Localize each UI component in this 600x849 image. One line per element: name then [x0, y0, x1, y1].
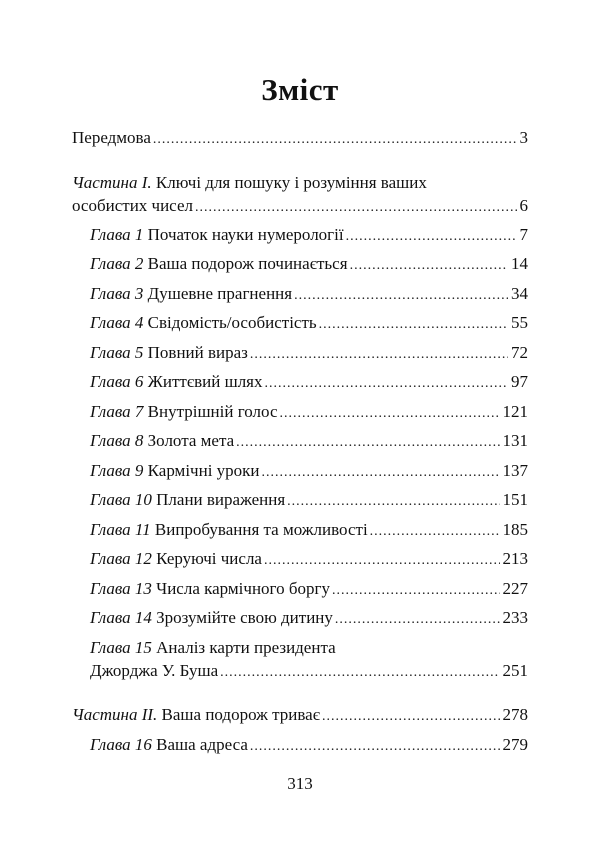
toc-leader-dots [195, 198, 517, 218]
toc-entry-label: Життєвий шлях [143, 372, 263, 391]
toc-entry-preface[interactable] [72, 128, 528, 150]
toc-entry-chapter-1[interactable] [90, 225, 528, 247]
toc-entry-chapter-11[interactable] [90, 520, 528, 542]
toc-leader-dots [262, 463, 500, 483]
toc-entry-label: Числа кармічного боргу [151, 579, 330, 598]
toc-entry-chapter-8[interactable] [90, 431, 528, 453]
toc-entry-page: 213 [502, 549, 528, 568]
toc-entry-page: 278 [502, 705, 528, 724]
toc-entry-label: Свідомість/особистість [143, 313, 317, 332]
toc-entry-page: 7 [519, 225, 528, 244]
toc-entry-chapter-16[interactable] [90, 735, 528, 757]
toc-leader-dots [370, 522, 500, 542]
toc-entry-prefix: Глава 12 [90, 549, 152, 568]
toc-entry-prefix: Глава 9 [90, 461, 144, 480]
toc-entry-part1[interactable] [72, 196, 528, 218]
toc-entry-chapter-3[interactable] [90, 284, 528, 306]
toc-entry-prefix: Глава 14 [90, 608, 152, 627]
toc-entry-page: 55 [511, 313, 528, 332]
toc-leader-dots [332, 581, 500, 601]
toc-entry-page: 121 [502, 402, 528, 421]
toc-leader-dots [265, 374, 508, 394]
toc-entry-label: Душевне прагнення [143, 284, 293, 303]
toc-entry-chapter-7[interactable] [90, 402, 528, 424]
toc-entry-chapter-12[interactable] [90, 549, 528, 571]
toc-entry-label: Випробування та можливості [150, 520, 368, 539]
page-title: Зміст [261, 72, 339, 107]
page-number: 313 [287, 774, 313, 793]
toc-entry-page: 251 [502, 661, 528, 680]
toc-entry-prefix: Частина II. [72, 705, 158, 724]
toc-entry-label: Початок науки нумерології [143, 225, 344, 244]
toc-entry-chapter-15[interactable] [90, 661, 528, 683]
toc-entry-label: Передмова [72, 128, 151, 147]
toc-leader-dots [319, 315, 508, 335]
toc-entry-page: 279 [502, 735, 528, 754]
toc-entry-prefix: Частина I. [72, 173, 152, 192]
toc-leader-dots [335, 610, 500, 630]
toc-entry-chapter-6[interactable] [90, 372, 528, 394]
toc-entry-page: 131 [502, 431, 528, 450]
toc-entry-prefix: Глава 4 [90, 313, 144, 332]
toc-leader-dots [153, 130, 517, 150]
toc-entry-page: 185 [502, 520, 528, 539]
toc-leader-dots [294, 286, 508, 306]
toc-entry-prefix: Глава 7 [90, 402, 144, 421]
toc-leader-dots [350, 256, 508, 276]
toc-entry-page: 233 [502, 608, 528, 627]
toc-leader-dots [236, 433, 499, 453]
toc-entry-label: Зрозумійте свою дитину [151, 608, 333, 627]
toc-entry-page: 151 [502, 490, 528, 509]
toc-leader-dots [250, 345, 508, 365]
toc-leader-dots [264, 551, 500, 571]
toc-entry-page: 3 [519, 128, 528, 147]
toc-entry-prefix: Глава 5 [90, 343, 144, 362]
toc-entry-label-line1: Аналіз карти президента [151, 638, 336, 657]
toc-entry-prefix: Глава 3 [90, 284, 144, 303]
toc-entry-label: Повний вираз [143, 343, 248, 362]
toc-entry-label: Ваша подорож починається [143, 254, 348, 273]
toc-entry-prefix: Глава 10 [90, 490, 152, 509]
toc-entry-chapter-5[interactable] [90, 343, 528, 365]
toc-entry-chapter-10[interactable] [90, 490, 528, 512]
toc-entry-label: Внутрішній голос [143, 402, 278, 421]
toc-entry-label-line1: Ключі для пошуку і розуміння ваших [151, 173, 427, 192]
toc-entry-part2[interactable] [72, 705, 528, 727]
toc-entry-chapter-4[interactable] [90, 313, 528, 335]
toc-leader-dots [346, 227, 517, 247]
toc-entry-page: 6 [519, 196, 528, 215]
toc-entry-page: 137 [502, 461, 528, 480]
toc-entry-prefix: Глава 2 [90, 254, 144, 273]
toc-entry-page: 14 [511, 254, 528, 273]
toc-entry-chapter-14[interactable] [90, 608, 528, 630]
toc-leader-dots [322, 707, 499, 727]
toc-entry-chapter-13[interactable] [90, 579, 528, 601]
toc-entry-part1-line1[interactable] [72, 173, 427, 193]
toc-entry-label: Керуючі числа [151, 549, 262, 568]
toc-entry-prefix: Глава 1 [90, 225, 144, 244]
toc-entry-chapter-2[interactable] [90, 254, 528, 276]
toc-leader-dots [220, 663, 499, 683]
toc-entry-page: 97 [511, 372, 528, 391]
toc-entry-prefix: Глава 16 [90, 735, 152, 754]
toc-entry-prefix: Глава 15 [90, 638, 152, 657]
toc-entry-label: Плани вираження [151, 490, 286, 509]
toc-entry-page: 227 [502, 579, 528, 598]
toc-entry-page: 34 [511, 284, 528, 303]
toc-entry-prefix: Глава 8 [90, 431, 144, 450]
toc-entry-label: особистих чисел [72, 196, 193, 215]
toc-entry-prefix: Глава 11 [90, 520, 151, 539]
toc-entry-label: Джорджа У. Буша [90, 661, 219, 680]
toc-entry-chapter-9[interactable] [90, 461, 528, 483]
toc-entry-page: 72 [511, 343, 528, 362]
toc-entry-prefix: Глава 13 [90, 579, 152, 598]
toc-entry-label: Кармічні уроки [143, 461, 260, 480]
toc-entry-chapter-15-line1[interactable] [90, 638, 336, 658]
toc-leader-dots [250, 737, 500, 757]
toc-entry-label: Ваша подорож триває [157, 705, 321, 724]
toc-entry-label: Золота мета [143, 431, 235, 450]
toc-entry-prefix: Глава 6 [90, 372, 144, 391]
toc-leader-dots [287, 492, 499, 512]
toc-entry-label: Ваша адреса [151, 735, 248, 754]
toc-leader-dots [280, 404, 500, 424]
